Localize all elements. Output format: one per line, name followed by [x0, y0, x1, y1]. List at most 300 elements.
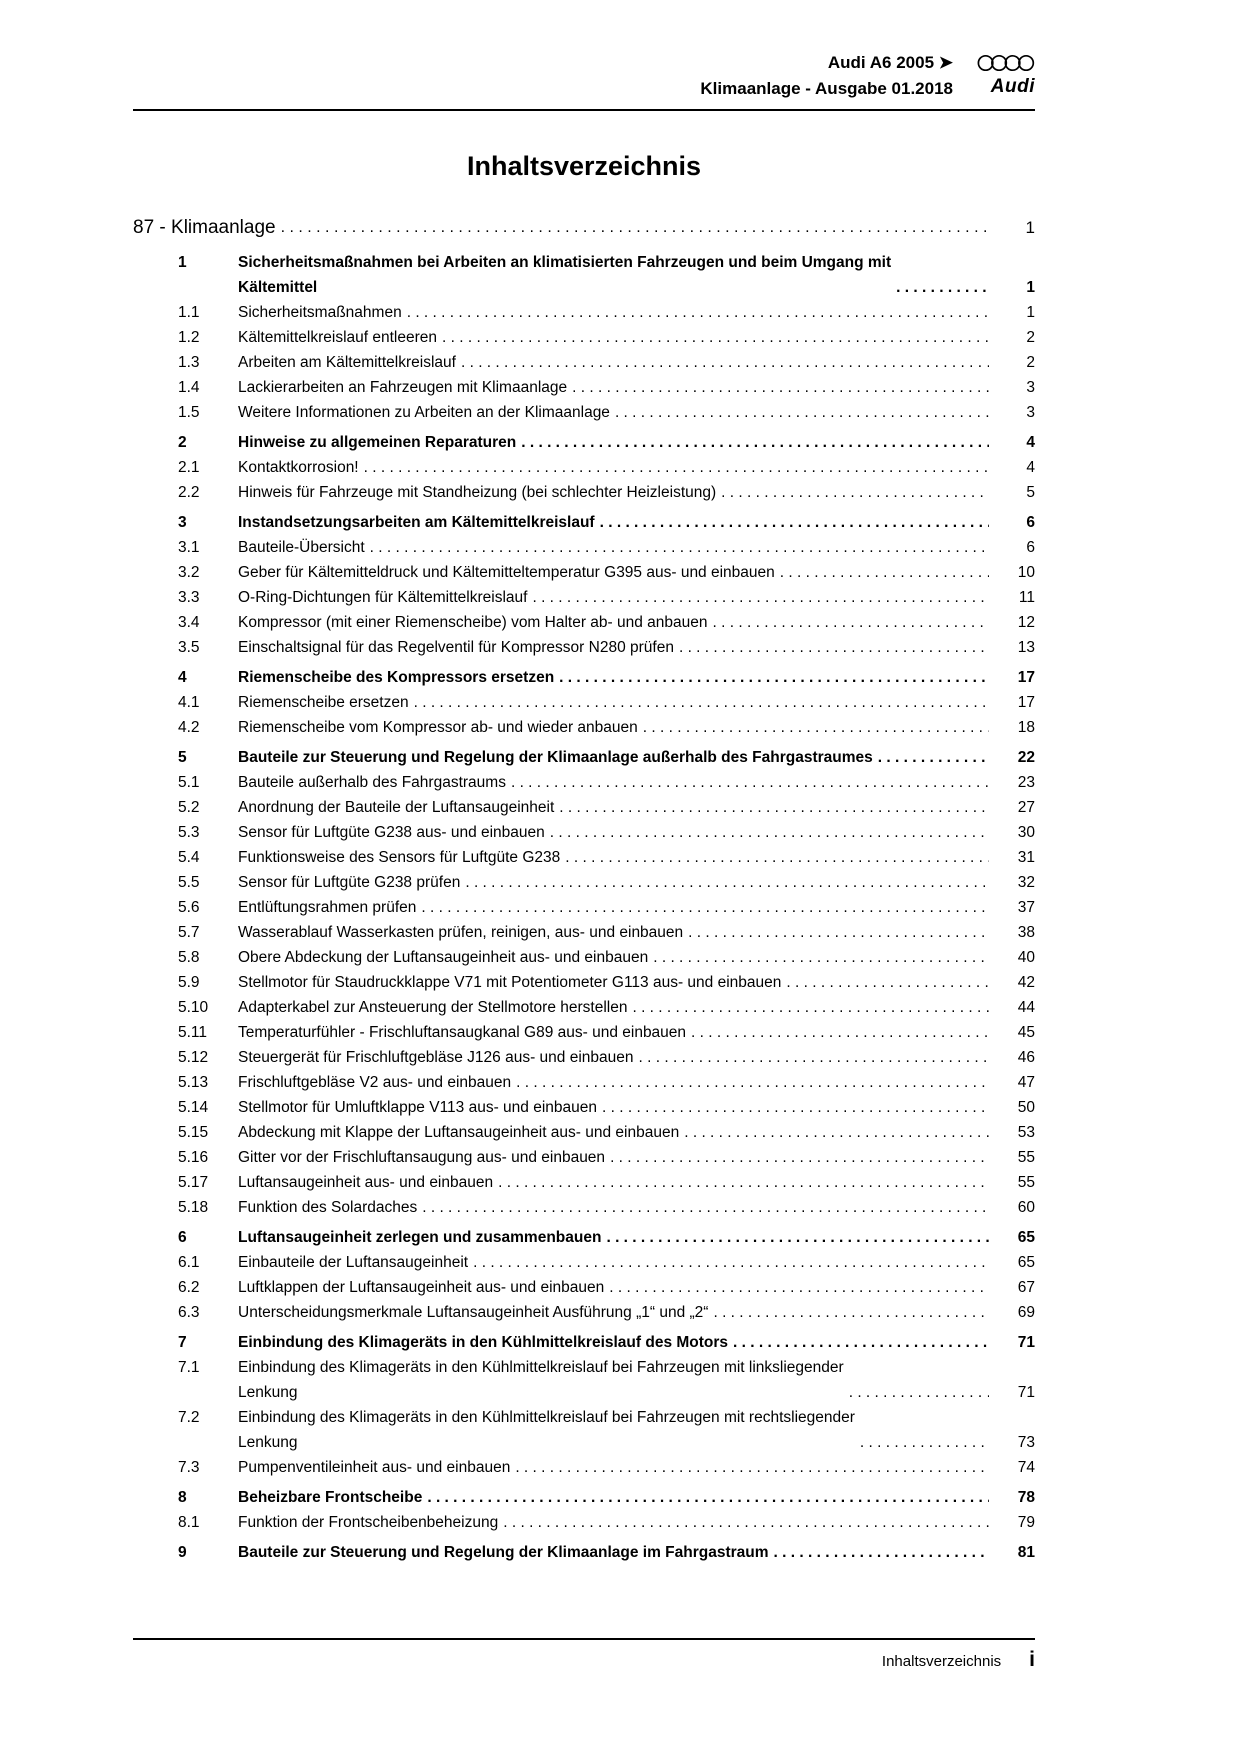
toc-entry-title: Einbindung des Klimageräts in den Kühlmittelkreislauf des Motors	[238, 1333, 729, 1351]
audi-rings-icon	[977, 53, 1035, 73]
toc-row	[133, 795, 1035, 820]
leader-dots	[648, 945, 989, 970]
leader-dots	[708, 610, 989, 635]
toc-entry-page-number: 47	[1017, 1073, 1035, 1091]
toc-entry-page-number: 78	[1017, 1488, 1035, 1506]
toc-entry	[238, 375, 989, 400]
toc-entry	[238, 1330, 989, 1355]
toc-row	[133, 920, 1035, 945]
toc-row	[133, 1405, 1035, 1455]
toc-entry-page-number: 30	[1017, 823, 1035, 841]
toc-entry-number: 5.18	[178, 1198, 209, 1216]
toc-entry-page-number: 31	[1017, 848, 1035, 866]
toc-row	[133, 1225, 1035, 1250]
leader-dots	[516, 430, 989, 455]
toc-entry-number: 3.2	[178, 563, 200, 581]
toc-entry-number: 5.14	[178, 1098, 209, 1116]
leader-dots	[775, 560, 989, 585]
leader-dots	[422, 1485, 989, 1510]
toc-entry-page-number: 44	[1017, 998, 1035, 1016]
leader-dots	[601, 1225, 989, 1250]
page-footer	[133, 1638, 1035, 1672]
toc-chapter-row	[133, 216, 1035, 240]
toc-row	[133, 430, 1035, 455]
toc-entry	[238, 1455, 989, 1480]
toc-entry-title: Obere Abdeckung der Luftansaugeinheit aus- und einbauen	[238, 948, 649, 966]
leader-dots	[597, 1095, 989, 1120]
toc-heading: Inhaltsverzeichnis	[466, 150, 702, 181]
leader-dots	[365, 535, 989, 560]
toc-entry-title: Abdeckung mit Klappe der Luftansaugeinheit aus- und einbauen	[238, 1123, 680, 1141]
toc-entry-title: Stellmotor für Staudruckklappe V71 mit Potentiometer G113 aus- und einbauen	[238, 973, 782, 991]
toc-entry-number: 1.3	[178, 353, 200, 371]
toc-entry	[238, 480, 989, 505]
toc-entry-page-number: 45	[1017, 1023, 1035, 1041]
toc-entry	[238, 1145, 989, 1170]
toc-entry	[238, 1405, 989, 1455]
toc-entry	[238, 945, 989, 970]
toc-row	[133, 715, 1035, 740]
leader-dots	[417, 1195, 989, 1220]
edition-text: Klimaanlage - Ausgabe 01.2018	[700, 79, 953, 99]
leader-dots	[554, 665, 989, 690]
toc-entry-page-number: 27	[1017, 798, 1035, 816]
toc-entry-page-number: 40	[1017, 948, 1035, 966]
toc-entry-title: Einschaltsignal für das Regelventil für Kompressor N280 prüfen	[238, 638, 674, 656]
leader-dots	[545, 820, 989, 845]
leader-dots	[493, 1170, 989, 1195]
toc-entry	[238, 1120, 989, 1145]
toc-entry	[238, 1485, 989, 1510]
leader-dots	[511, 1070, 989, 1095]
toc-entry-page-number: 17	[1017, 693, 1035, 711]
toc-row	[133, 770, 1035, 795]
toc-entry-page-number: 13	[1017, 638, 1035, 656]
footer-section-label: Inhaltsverzeichnis	[881, 1653, 1002, 1670]
toc-entry	[238, 1250, 989, 1275]
toc-entry	[238, 1355, 989, 1405]
toc-entry	[238, 920, 989, 945]
toc-entry-number: 7.2	[178, 1408, 200, 1426]
leader-dots	[409, 690, 989, 715]
toc-entry-page-number: 55	[1017, 1173, 1035, 1191]
toc-entry-number: 6.1	[178, 1253, 200, 1271]
toc-row	[133, 1020, 1035, 1045]
toc-entry-title: Arbeiten am Kältemittelkreislauf	[238, 353, 456, 371]
toc-row	[133, 690, 1035, 715]
toc-row	[133, 635, 1035, 660]
toc-row	[133, 300, 1035, 325]
toc-row	[133, 845, 1035, 870]
chapter-label: 87 - Klimaanlage	[133, 216, 276, 238]
toc-entry-title: O-Ring-Dichtungen für Kältemittelkreislauf	[238, 588, 528, 606]
toc-row	[133, 560, 1035, 585]
toc-entry	[238, 995, 989, 1020]
toc-entry	[238, 400, 989, 425]
vehicle-model-text: Audi A6 2005 ➤	[827, 53, 953, 72]
footer-page-number: i	[1029, 1648, 1035, 1671]
toc-entry	[238, 325, 989, 350]
toc-entry	[238, 510, 989, 535]
toc-entry-title: Sensor für Luftgüte G238 prüfen	[238, 873, 461, 891]
toc-entry-page-number: 2	[1026, 328, 1035, 346]
toc-entry-title: Adapterkabel zur Ansteuerung der Stellmotore herstellen	[238, 998, 628, 1016]
toc-entry	[238, 1095, 989, 1120]
toc-entry	[238, 895, 989, 920]
toc-entry-title: Instandsetzungsarbeiten am Kältemittelkreislauf	[238, 513, 595, 531]
toc-entry-page-number: 6	[1026, 538, 1035, 556]
leader-dots	[560, 845, 989, 870]
leader-dots	[891, 275, 989, 300]
toc-entry-number: 7.1	[178, 1358, 200, 1376]
toc-entry-title: Einbindung des Klimageräts in den Kühlmittelkreislauf bei Fahrzeugen mit rechtsliegender Lenkung	[238, 1408, 855, 1451]
toc-entry-page-number: 4	[1026, 433, 1035, 451]
toc-entry	[238, 585, 989, 610]
toc-entry-title: Geber für Kältemitteldruck und Kältemitteltemperatur G395 aus- und einbauen	[238, 563, 775, 581]
leader-dots	[708, 1300, 989, 1325]
toc-entry-number: 7.3	[178, 1458, 200, 1476]
toc-entry-page-number: 74	[1017, 1458, 1035, 1476]
toc-entry-page-number: 67	[1017, 1278, 1035, 1296]
toc-row	[133, 510, 1035, 535]
toc-row	[133, 1250, 1035, 1275]
toc-entry-page-number: 71	[1017, 1383, 1035, 1401]
toc-entry-title: Wasserablauf Wasserkasten prüfen, reinigen, aus- und einbauen	[238, 923, 684, 941]
toc-entry-number: 1.1	[178, 303, 200, 321]
leader-dots	[683, 920, 989, 945]
toc-entry	[238, 1045, 989, 1070]
chapter-page-number: 1	[1025, 217, 1035, 237]
toc-entry-number: 8.1	[178, 1513, 200, 1531]
toc-entry-title: Steuergerät für Frischluftgebläse J126 aus- und einbauen	[238, 1048, 634, 1066]
leader-dots	[781, 970, 989, 995]
toc-entry	[238, 350, 989, 375]
leader-dots	[605, 1145, 989, 1170]
toc-entry-number: 5.4	[178, 848, 200, 866]
toc-row	[133, 870, 1035, 895]
toc-entry-page-number: 38	[1017, 923, 1035, 941]
toc-row	[133, 1120, 1035, 1145]
toc-entry-number: 5.2	[178, 798, 200, 816]
toc-entry-number: 4.1	[178, 693, 200, 711]
toc-row	[133, 1485, 1035, 1510]
leader-dots	[359, 455, 989, 480]
toc-entry-title: Einbindung des Klimageräts in den Kühlmittelkreislauf bei Fahrzeugen mit linksliegender Lenkung	[238, 1358, 844, 1401]
toc-entry-title: Luftansaugeinheit aus- und einbauen	[238, 1173, 494, 1191]
toc-entry-page-number: 81	[1017, 1543, 1035, 1561]
toc-entry-page-number: 37	[1017, 898, 1035, 916]
toc-entry-number: 5.10	[178, 998, 209, 1016]
toc-entry	[238, 1195, 989, 1220]
toc-entry	[238, 1300, 989, 1325]
toc-entry-title: Bauteile-Übersicht	[238, 538, 365, 556]
toc-row	[133, 455, 1035, 480]
toc-entry-title: Frischluftgebläse V2 aus- und einbauen	[238, 1073, 512, 1091]
leader-dots	[844, 1380, 989, 1405]
toc-entry	[238, 430, 989, 455]
leader-dots	[686, 1020, 989, 1045]
toc-entry-title: Sensor für Luftgüte G238 aus- und einbauen	[238, 823, 545, 841]
toc-entry	[238, 300, 989, 325]
page-header	[133, 0, 1035, 111]
toc-row	[133, 1455, 1035, 1480]
toc-entry	[238, 690, 989, 715]
toc-entry-page-number: 53	[1017, 1123, 1035, 1141]
toc-entry-title: Einbauteile der Luftansaugeinheit	[238, 1253, 469, 1271]
toc-entry-page-number: 60	[1017, 1198, 1035, 1216]
header-text-block	[700, 50, 953, 103]
toc-entry-page-number: 23	[1017, 773, 1035, 791]
toc-entry	[238, 535, 989, 560]
toc-entry-number: 3.1	[178, 538, 200, 556]
leader-dots	[769, 1540, 989, 1565]
toc-entry-page-number: 10	[1017, 563, 1035, 581]
toc-row	[133, 945, 1035, 970]
toc-entry-page-number: 71	[1017, 1333, 1035, 1351]
toc-entry-number: 5.8	[178, 948, 200, 966]
toc-entry	[238, 560, 989, 585]
toc-entry-number: 6.2	[178, 1278, 200, 1296]
leader-dots	[716, 480, 989, 505]
toc-entry-page-number: 32	[1017, 873, 1035, 891]
toc-entry-title: Gitter vor der Frischluftansaugung aus- und einbauen	[238, 1148, 606, 1166]
toc-row	[133, 1330, 1035, 1355]
toc-entry	[238, 1540, 989, 1565]
toc-entry-page-number: 69	[1017, 1303, 1035, 1321]
toc-row	[133, 1170, 1035, 1195]
leader-dots	[437, 325, 989, 350]
toc-entry-title: Stellmotor für Umluftklappe V113 aus- und einbauen	[238, 1098, 598, 1116]
toc-entry	[238, 870, 989, 895]
toc-entry-page-number: 6	[1026, 513, 1035, 531]
toc-entry-title: Bauteile zur Steuerung und Regelung der Klimaanlage im Fahrgastraum	[238, 1543, 769, 1561]
toc-entry	[238, 845, 989, 870]
toc-entry-title: Riemenscheibe des Kompressors ersetzen	[238, 668, 555, 686]
toc-entry-number: 2.2	[178, 483, 200, 501]
toc-entry-title: Anordnung der Bauteile der Luftansaugeinheit	[238, 798, 555, 816]
toc-entry	[238, 820, 989, 845]
toc-entry-page-number: 17	[1017, 668, 1035, 686]
toc-entry	[238, 635, 989, 660]
toc-entry-page-number: 11	[1018, 588, 1035, 606]
toc-entry-page-number: 65	[1017, 1228, 1035, 1246]
toc-row	[133, 1145, 1035, 1170]
toc-row	[133, 1045, 1035, 1070]
toc-row	[133, 995, 1035, 1020]
toc-entry	[238, 795, 989, 820]
toc-entry-title: Funktion der Frontscheibenbeheizung	[238, 1513, 499, 1531]
toc-entry-title: Kompressor (mit einer Riemenscheibe) vom Halter ab- und anbauen	[238, 613, 708, 631]
toc-entry-page-number: 3	[1026, 403, 1035, 421]
toc-entry-page-number: 42	[1017, 973, 1035, 991]
toc-entry-page-number: 5	[1026, 483, 1035, 501]
toc-entry-title: Kontaktkorrosion!	[238, 458, 359, 476]
toc-entry-title: Lackierarbeiten an Fahrzeugen mit Klimaanlage	[238, 378, 568, 396]
toc-entry-number: 5.6	[178, 898, 200, 916]
toc-entry-page-number: 65	[1017, 1253, 1035, 1271]
toc-entry	[238, 715, 989, 740]
toc-row	[133, 375, 1035, 400]
toc-row	[133, 1355, 1035, 1405]
toc-entry-number: 5.1	[178, 773, 200, 791]
toc-entry-page-number: 46	[1017, 1048, 1035, 1066]
toc-entry-number: 5.9	[178, 973, 200, 991]
toc-row	[133, 585, 1035, 610]
toc-entry-title: Funktion des Solardaches	[238, 1198, 418, 1216]
toc-entry-page-number: 55	[1017, 1148, 1035, 1166]
toc-entry-number: 6	[178, 1228, 187, 1246]
toc-entry-page-number: 3	[1026, 378, 1035, 396]
toc-entry-number: 6.3	[178, 1303, 200, 1321]
toc-entry-title: Luftklappen der Luftansaugeinheit aus- und einbauen	[238, 1278, 605, 1296]
leader-dots	[468, 1250, 989, 1275]
toc-entry-number: 3.5	[178, 638, 200, 656]
brand-block	[977, 50, 1035, 98]
leader-dots	[634, 1045, 990, 1070]
leader-dots	[610, 400, 989, 425]
toc-row	[133, 1510, 1035, 1535]
toc-entry-title: Kältemittelkreislauf entleeren	[238, 328, 438, 346]
toc-row	[133, 350, 1035, 375]
toc-entry	[238, 1510, 989, 1535]
toc-entry	[238, 1225, 989, 1250]
toc-entry-number: 7	[178, 1333, 187, 1351]
toc-entry-title: Funktionsweise des Sensors für Luftgüte G238	[238, 848, 561, 866]
toc-row	[133, 1275, 1035, 1300]
toc-entry-title: Bauteile außerhalb des Fahrgastraums	[238, 773, 506, 791]
toc-entry-page-number: 73	[1017, 1433, 1035, 1451]
toc-entry-title: Riemenscheibe vom Kompressor ab- und wieder anbauen	[238, 718, 638, 736]
leader-dots	[460, 870, 989, 895]
toc-entry-title: Bauteile zur Steuerung und Regelung der Klimaanlage außerhalb des Fahrgastraumes	[238, 748, 873, 766]
toc-entry-number: 9	[178, 1543, 187, 1561]
toc-entry-number: 1.2	[178, 328, 200, 346]
toc-entry-page-number: 22	[1017, 748, 1035, 766]
leader-dots	[855, 1430, 989, 1455]
toc-entry	[238, 1170, 989, 1195]
toc-entry-number: 4	[178, 668, 187, 686]
toc-entry	[238, 250, 989, 300]
leader-dots	[506, 770, 989, 795]
toc-entry	[238, 610, 989, 635]
toc-entry-number: 8	[178, 1488, 187, 1506]
toc-entry-number: 3	[178, 513, 187, 531]
toc-entry-number: 5.17	[178, 1173, 209, 1191]
toc-row	[133, 1540, 1035, 1565]
toc-entry-number: 2	[178, 433, 187, 451]
toc-entry-number: 5.7	[178, 923, 200, 941]
toc-row	[133, 970, 1035, 995]
leader-dots	[402, 300, 989, 325]
toc-entry-page-number: 2	[1026, 353, 1035, 371]
toc-entry	[238, 745, 989, 770]
toc-list	[133, 250, 1035, 1565]
toc-entry-number: 1.4	[178, 378, 200, 396]
leader-dots	[510, 1455, 989, 1480]
toc-entry	[238, 770, 989, 795]
leader-dots	[456, 350, 989, 375]
toc-row	[133, 1300, 1035, 1325]
toc-row	[133, 895, 1035, 920]
toc-row	[133, 1070, 1035, 1095]
toc-entry-number: 5.13	[178, 1073, 209, 1091]
toc-entry-number: 5	[178, 748, 187, 766]
toc-entry-page-number: 1	[1026, 303, 1035, 321]
leader-dots	[679, 1120, 989, 1145]
leader-dots	[567, 375, 989, 400]
toc-entry-page-number: 79	[1017, 1513, 1035, 1531]
toc-entry-title: Sicherheitsmaßnahmen	[238, 303, 402, 321]
toc-entry-title: Temperaturfühler - Frischluftansaugkanal G89 aus- und einbauen	[238, 1023, 687, 1041]
page-content	[133, 0, 1035, 1565]
toc-entry-title: Weitere Informationen zu Arbeiten an der Klimaanlage	[238, 403, 610, 421]
toc-entry-page-number: 18	[1017, 718, 1035, 736]
leader-dots	[728, 1330, 989, 1355]
toc-row	[133, 325, 1035, 350]
toc-entry-number: 5.15	[178, 1123, 209, 1141]
toc-entry-number: 3.4	[178, 613, 200, 631]
toc-row	[133, 1195, 1035, 1220]
leader-dots	[276, 216, 989, 240]
toc-entry	[238, 1275, 989, 1300]
leader-dots	[527, 585, 989, 610]
toc-entry-page-number: 50	[1017, 1098, 1035, 1116]
leader-dots	[604, 1275, 989, 1300]
toc-entry-title: Hinweis für Fahrzeuge mit Standheizung (bei schlechter Heizleistung)	[238, 483, 717, 501]
toc-entry-number: 5.11	[178, 1023, 208, 1041]
leader-dots	[595, 510, 989, 535]
toc-entry-number: 2.1	[178, 458, 200, 476]
toc-row	[133, 1095, 1035, 1120]
toc-row	[133, 610, 1035, 635]
toc-entry-title: Unterscheidungsmerkmale Luftansaugeinheit Ausführung „1“ und „2“	[238, 1303, 709, 1321]
toc-entry-title: Sicherheitsmaßnahmen bei Arbeiten an klimatisierten Fahrzeugen und beim Umgang mit Kältemittel	[238, 253, 892, 296]
leader-dots	[674, 635, 989, 660]
toc-entry-number: 1.5	[178, 403, 200, 421]
toc-entry	[238, 455, 989, 480]
leader-dots	[627, 995, 989, 1020]
leader-dots	[638, 715, 989, 740]
toc-entry-title: Beheizbare Frontscheibe	[238, 1488, 423, 1506]
toc-row	[133, 535, 1035, 560]
toc-row	[133, 665, 1035, 690]
toc-entry-number: 3.3	[178, 588, 200, 606]
toc-entry-title: Hinweise zu allgemeinen Reparaturen	[238, 433, 517, 451]
leader-dots	[416, 895, 989, 920]
toc-entry-number: 5.5	[178, 873, 200, 891]
toc-row	[133, 820, 1035, 845]
toc-row	[133, 745, 1035, 770]
toc-entry-page-number: 1	[1026, 278, 1035, 296]
toc-entry-title: Pumpenventileinheit aus- und einbauen	[238, 1458, 511, 1476]
toc-row	[133, 480, 1035, 505]
leader-dots	[498, 1510, 989, 1535]
toc-entry	[238, 665, 989, 690]
toc-entry-title: Riemenscheibe ersetzen	[238, 693, 409, 711]
toc-entry	[238, 970, 989, 995]
toc-entry	[238, 1070, 989, 1095]
toc-entry-number: 1	[178, 253, 187, 271]
toc-entry-number: 5.3	[178, 823, 200, 841]
toc-entry-number: 5.16	[178, 1148, 209, 1166]
toc-row	[133, 400, 1035, 425]
leader-dots	[554, 795, 989, 820]
audi-wordmark: Audi	[990, 76, 1035, 97]
leader-dots	[873, 745, 989, 770]
toc-entry-number: 4.2	[178, 718, 200, 736]
toc-entry-title: Luftansaugeinheit zerlegen und zusammenbauen	[238, 1228, 602, 1246]
toc-entry-title: Entlüftungsrahmen prüfen	[238, 898, 417, 916]
